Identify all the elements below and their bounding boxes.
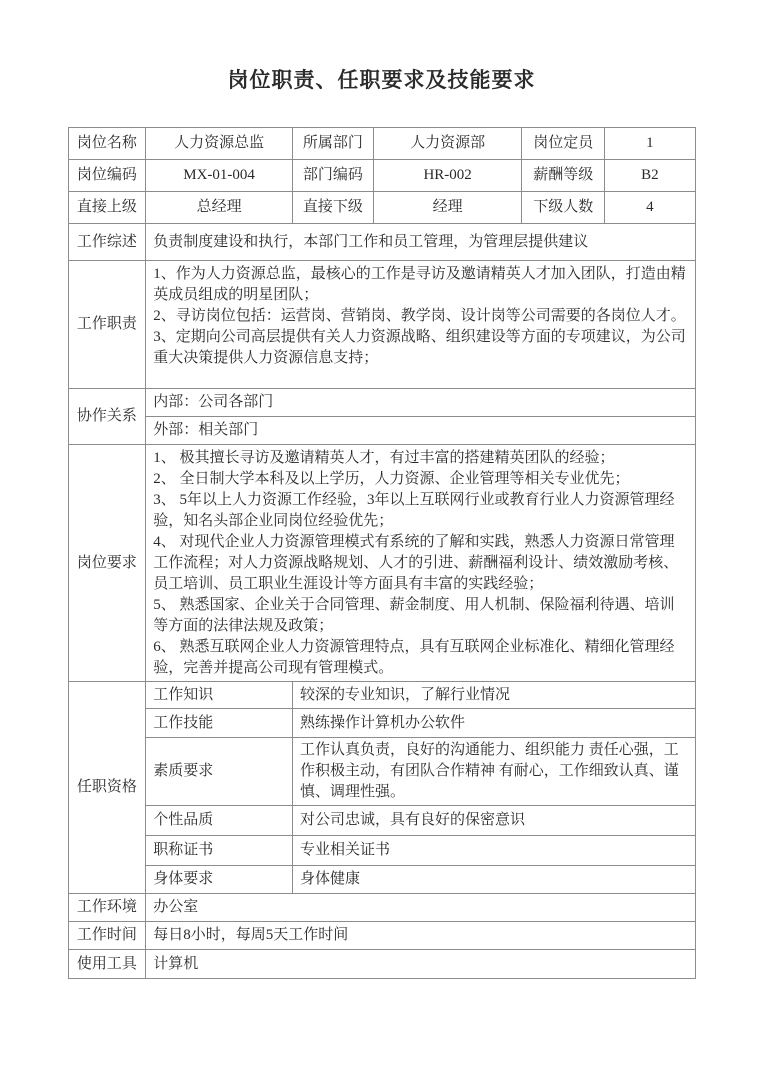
tools-label: 使用工具 bbox=[68, 950, 146, 979]
duties-content bbox=[146, 261, 695, 389]
salary-grade-value: B2 bbox=[605, 160, 695, 192]
knowledge-value: 较深的专业知识，了解行业情况 bbox=[292, 682, 695, 709]
work-hours-value: 每日8小时，每周5天工作时间 bbox=[146, 922, 695, 950]
superior-value: 总经理 bbox=[146, 192, 293, 224]
qualification-row-quality bbox=[68, 738, 695, 806]
requirement-item: 3、 5年以上人力资源工作经验，3年以上互联网行业或教育行业人力资源管理经验，知名头部企业同岗位经验优先； bbox=[153, 492, 675, 529]
work-summary-content: 负责制度建设和执行，本部门工作和员工管理，为管理层提供建议 bbox=[146, 224, 695, 261]
duty-item: 3、定期向公司高层提供有关人力资源战略、组织建设等方面的专项建议，为公司重大决策提供人力资源信息支持； bbox=[153, 329, 686, 366]
department-label: 所属部门 bbox=[292, 128, 373, 160]
certificate-value: 专业相关证书 bbox=[292, 836, 695, 866]
headcount-label: 岗位定员 bbox=[522, 128, 605, 160]
headcount-value: 1 bbox=[605, 128, 695, 160]
tools-value: 计算机 bbox=[146, 950, 695, 979]
collaboration-row-internal bbox=[68, 389, 695, 417]
department-value: 人力资源部 bbox=[373, 128, 522, 160]
info-row-codes bbox=[68, 160, 695, 192]
personality-label: 个性品质 bbox=[146, 806, 293, 836]
duties-label: 工作职责 bbox=[68, 261, 146, 389]
subordinate-label: 直接下级 bbox=[292, 192, 373, 224]
qualification-row-certificate bbox=[68, 836, 695, 866]
collaboration-external: 外部：相关部门 bbox=[146, 417, 695, 445]
document-title: 岗位职责、任职要求及技能要求 bbox=[227, 68, 536, 92]
requirement-item: 6、 熟悉互联网企业人力资源管理特点，具有互联网企业标准化、精细化管理经验，完善并提高公司现有管理模式。 bbox=[153, 639, 675, 676]
tools-row bbox=[68, 950, 695, 979]
position-name-label: 岗位名称 bbox=[68, 128, 146, 160]
work-summary-row bbox=[68, 224, 695, 261]
collaboration-row-external bbox=[68, 417, 695, 445]
quality-label: 素质要求 bbox=[146, 738, 293, 806]
duties-row bbox=[68, 261, 695, 389]
requirement-item: 1、 极其擅长寻访及邀请精英人才，有过丰富的搭建精英团队的经验； bbox=[153, 450, 615, 466]
qualification-row-knowledge bbox=[68, 682, 695, 709]
requirements-content bbox=[146, 445, 695, 682]
position-name-value: 人力资源总监 bbox=[146, 128, 293, 160]
position-code-label: 岗位编码 bbox=[68, 160, 146, 192]
qualifications-label: 任职资格 bbox=[68, 682, 146, 894]
requirement-item: 5、 熟悉国家、企业关于合同管理、薪金制度、用人机制、保险福利待遇、培训等方面的法律法规及政策； bbox=[153, 597, 675, 634]
info-row-position bbox=[68, 128, 695, 160]
personality-value: 对公司忠诚，具有良好的保密意识 bbox=[292, 806, 695, 836]
skill-label: 工作技能 bbox=[146, 709, 293, 738]
collaboration-internal: 内部：公司各部门 bbox=[146, 389, 695, 417]
work-summary-label: 工作综述 bbox=[68, 224, 146, 261]
environment-label: 工作环境 bbox=[68, 894, 146, 922]
subordinate-value: 经理 bbox=[373, 192, 522, 224]
collaboration-label: 协作关系 bbox=[68, 389, 146, 445]
superior-label: 直接上级 bbox=[68, 192, 146, 224]
requirements-row bbox=[68, 445, 695, 682]
environment-value: 办公室 bbox=[146, 894, 695, 922]
work-hours-row bbox=[68, 922, 695, 950]
job-description-table bbox=[68, 127, 696, 979]
subordinate-count-label: 下级人数 bbox=[522, 192, 605, 224]
requirement-item: 2、 全日制大学本科及以上学历，人力资源、企业管理等相关专业优先； bbox=[153, 471, 630, 487]
skill-value: 熟练操作计算机办公软件 bbox=[292, 709, 695, 738]
salary-grade-label: 薪酬等级 bbox=[522, 160, 605, 192]
department-code-label: 部门编码 bbox=[292, 160, 373, 192]
environment-row bbox=[68, 894, 695, 922]
physical-value: 身体健康 bbox=[292, 866, 695, 894]
position-code-value: MX-01-004 bbox=[146, 160, 293, 192]
duty-item: 2、寻访岗位包括：运营岗、营销岗、教学岗、设计岗等公司需要的各岗位人才。 bbox=[153, 308, 686, 324]
certificate-label: 职称证书 bbox=[146, 836, 293, 866]
requirement-item: 4、 对现代企业人力资源管理模式有系统的了解和实践，熟悉人力资源日常管理工作流程；对人力资源战略规划、人才的引进、薪酬福利设计、绩效激励考核、员工培训、员工职业生涯设计等方面具有丰富的实践经验； bbox=[153, 534, 679, 592]
work-hours-label: 工作时间 bbox=[68, 922, 146, 950]
subordinate-count-value: 4 bbox=[605, 192, 695, 224]
requirements-label: 岗位要求 bbox=[68, 445, 146, 682]
qualification-row-personality bbox=[68, 806, 695, 836]
qualification-row-physical bbox=[68, 866, 695, 894]
department-code-value: HR-002 bbox=[373, 160, 522, 192]
quality-value: 工作认真负责，良好的沟通能力、组织能力 责任心强，工作积极主动，有团队合作精神 有耐心，工作细致认真、谨慎、调理性强。 bbox=[292, 738, 695, 806]
info-row-reporting bbox=[68, 192, 695, 224]
physical-label: 身体要求 bbox=[146, 866, 293, 894]
qualification-row-skill bbox=[68, 709, 695, 738]
knowledge-label: 工作知识 bbox=[146, 682, 293, 709]
duty-item: 1、作为人力资源总监，最核心的工作是寻访及邀请精英人才加入团队，打造由精英成员组成的明星团队； bbox=[153, 266, 686, 303]
